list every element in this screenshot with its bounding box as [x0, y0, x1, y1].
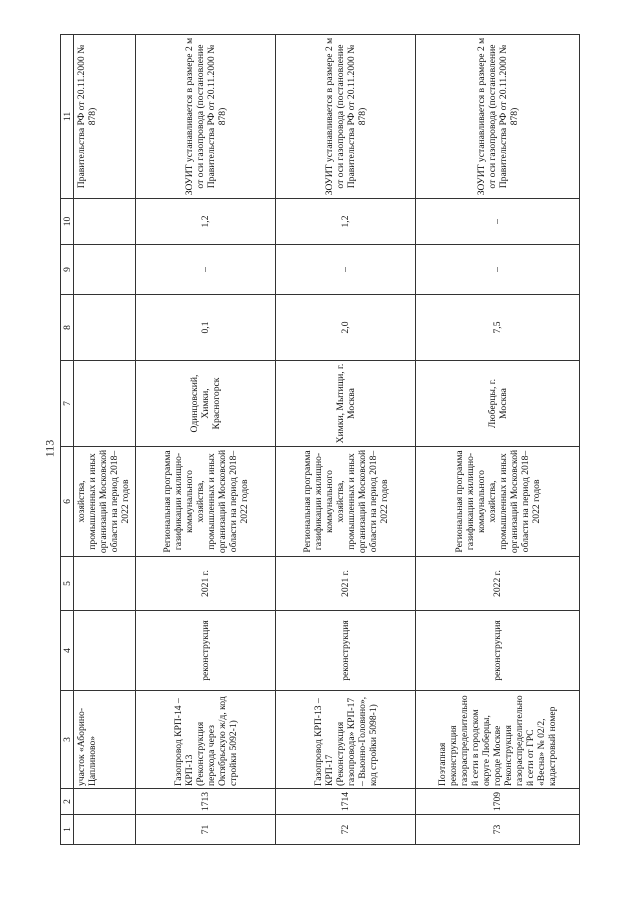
year: 2022 г. — [416, 557, 580, 611]
col9-value: – — [416, 245, 580, 295]
work-type: реконструкция — [276, 611, 416, 691]
year: 2021 г. — [136, 557, 276, 611]
length: 0,1 — [136, 295, 276, 361]
column-number-row — [61, 35, 74, 845]
cell — [74, 611, 136, 691]
cell — [74, 199, 136, 245]
location: Одинцовский, Химки, Красногорск — [136, 361, 276, 447]
continuation-zone: Правительства РФ от 20.11.2000 № 878) — [74, 35, 136, 199]
object-name: Газопровод КРП-14 – КРП-13 (Реконструкция перехода через Октябрьскую ж/д, код стройки 5092-1) — [136, 691, 276, 789]
col-header: 10 — [61, 199, 74, 245]
length: 7,5 — [416, 295, 580, 361]
row-number: 72 — [276, 815, 416, 845]
continuation-name: участок «Аборино-Цаплиново» — [74, 691, 136, 789]
col-header: 2 — [61, 789, 74, 815]
row-code: 1709 — [416, 789, 580, 815]
row-code: 1713 — [136, 789, 276, 815]
col-header: 7 — [61, 361, 74, 447]
location: Химки, Мытищи, г. Москва — [276, 361, 416, 447]
object-name: Газопровод КРП-13 – КРП-17 (Реконструкция газопровода» КРП-17 – Вьюнно-Головино», код стройки 5098-1) — [276, 691, 416, 789]
protection-zone: ЗОУИТ устанавливается в размере 2 м от оси газопровода (постановление Правительства РФ от 20.11.2000 № 878) — [416, 35, 580, 199]
col9-value: – — [276, 245, 416, 295]
continuation-program: хозяйства, промышленных и иных организаций Московской области на период 2018–2022 годов — [74, 447, 136, 557]
col-header: 5 — [61, 557, 74, 611]
object-name: Поэтапная реконструкция газораспределительной сети в городском округе Люберцы, городе Москве Реконструкция газораспределительной сети от ГРС «Весна» № 02/2, кадастровый номер — [416, 691, 580, 789]
col-header: 3 — [61, 691, 74, 789]
row-code: 1714 — [276, 789, 416, 815]
program: Региональная программа газификации жилищно-коммунального хозяйства, промышленных и иных организаций Московской области на период 2018–2022 годов — [276, 447, 416, 557]
rotated-table-container — [60, 35, 580, 845]
page-number: 113 — [42, 439, 57, 458]
year: 2021 г. — [276, 557, 416, 611]
col10-value: – — [416, 199, 580, 245]
protection-zone: ЗОУИТ устанавливается в размере 2 м от оси газопровода (постановление Правительства РФ от 20.11.2000 № 878) — [136, 35, 276, 199]
gas-pipeline-table — [60, 34, 580, 845]
cell — [74, 789, 136, 815]
col-header: 4 — [61, 611, 74, 691]
col-header: 8 — [61, 295, 74, 361]
row-number: 71 — [136, 815, 276, 845]
col-header: 6 — [61, 447, 74, 557]
col10-value: 1,2 — [136, 199, 276, 245]
col-header: 9 — [61, 245, 74, 295]
work-type: реконструкция — [136, 611, 276, 691]
row-number: 73 — [416, 815, 580, 845]
cell — [74, 557, 136, 611]
protection-zone: ЗОУИТ устанавливается в размере 2 м от оси газопровода (постановление Правительства РФ от 20.11.2000 № 878) — [276, 35, 416, 199]
table-row — [416, 35, 580, 845]
table-row — [276, 35, 416, 845]
cell — [74, 245, 136, 295]
work-type: реконструкция — [416, 611, 580, 691]
program: Региональная программа газификации жилищно-коммунального хозяйства, промышленных и иных организаций Московской области на период 2018–2022 годов — [416, 447, 580, 557]
cell — [74, 361, 136, 447]
col10-value: 1,2 — [276, 199, 416, 245]
location: Люберцы, г. Москва — [416, 361, 580, 447]
continuation-row — [74, 35, 136, 845]
col-header: 1 — [61, 815, 74, 845]
col9-value: – — [136, 245, 276, 295]
table-row — [136, 35, 276, 845]
cell — [74, 295, 136, 361]
length: 2,0 — [276, 295, 416, 361]
program: Региональная программа газификации жилищно-коммунального хозяйства, промышленных и иных организаций Московской области на период 2018–2022 годов — [136, 447, 276, 557]
col-header: 11 — [61, 35, 74, 199]
cell — [74, 815, 136, 845]
